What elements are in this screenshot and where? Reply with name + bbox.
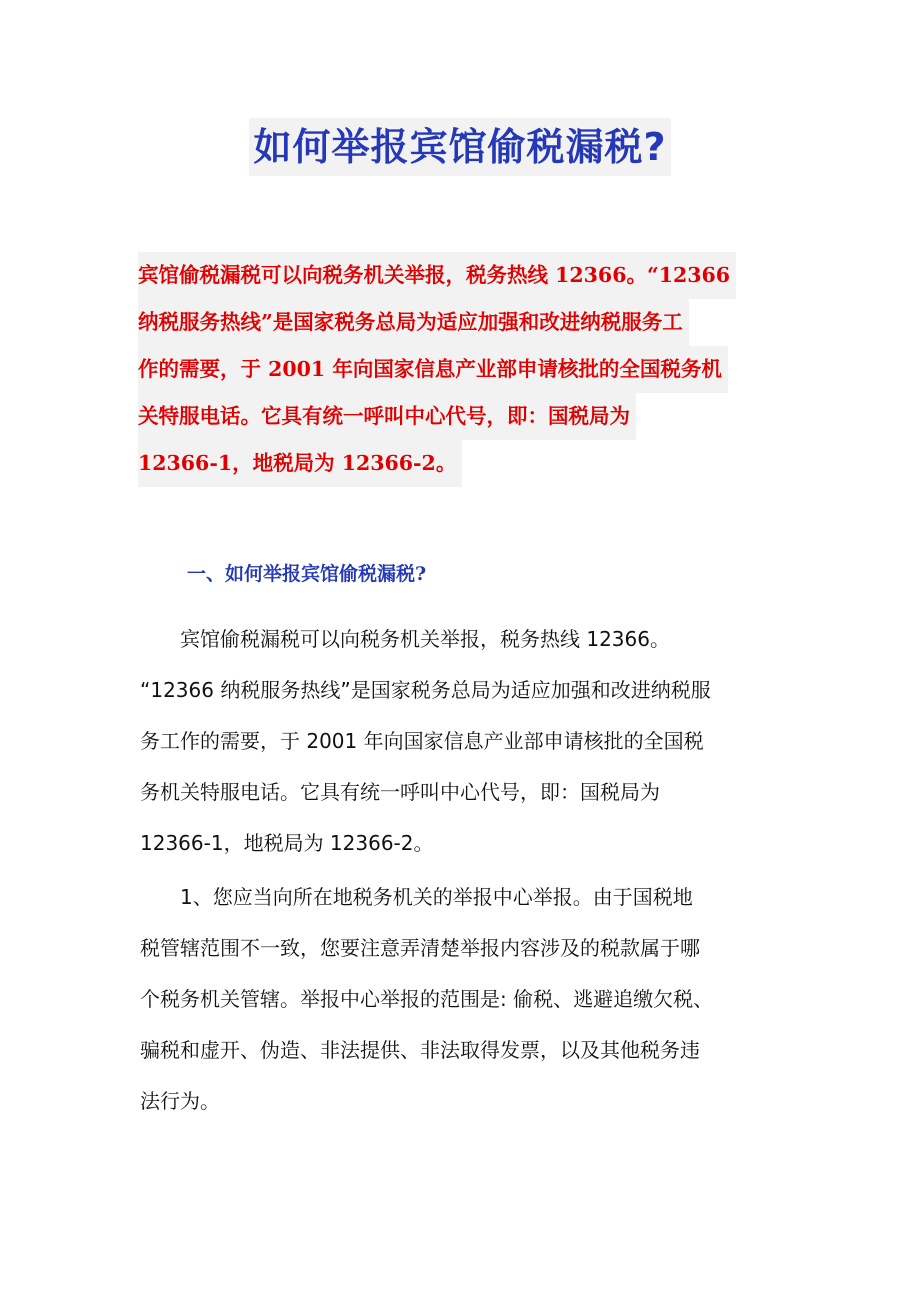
page-title: 如何举报宾馆偷税漏税? [249,118,670,176]
summary-line: 作的需要，于 2001 年向国家信息产业部申请核批的全国税务机 [138,346,728,393]
summary-line: 12366-1，地税局为 12366-2。 [138,440,462,487]
paragraph-line: 12366-1，地税局为 12366-2。 [140,831,434,855]
summary-line: 宾馆偷税漏税可以向税务机关举报，税务热线 12366。“12366 [138,252,736,299]
paragraph-line: 务工作的需要，于 2001 年向国家信息产业部申请核批的全国税 [140,729,704,753]
paragraph-line: 法行为。 [140,1089,220,1113]
paragraph-1 [140,614,790,869]
paragraph-line: 宾馆偷税漏税可以向税务机关举报，税务热线 12366。 [140,627,670,651]
paragraph-line: 税管辖范围不一致，您要注意弄清楚举报内容涉及的税款属于哪 [140,936,700,960]
paragraph-line: 务机关特服电话。它具有统一呼叫中心代号，即：国税局为 [140,780,660,804]
summary-block [138,252,788,487]
paragraph-line: “12366 纳税服务热线”是国家税务总局为适应加强和改进纳税服 [140,678,711,702]
paragraph-2 [140,872,790,1127]
title-container [0,118,920,176]
summary-line: 纳税服务热线”是国家税务总局为适应加强和改进纳税服务工 [138,299,689,346]
paragraph-line: 个税务机关管辖。举报中心举报的范围是: 偷税、逃避追缴欠税、 [140,987,714,1011]
summary-line: 关特服电话。它具有统一呼叫中心代号，即：国税局为 [138,393,636,440]
paragraph-line: 骗税和虚开、伪造、非法提供、非法取得发票，以及其他税务违 [140,1038,700,1062]
paragraph-line: 1、您应当向所在地税务机关的举报中心举报。由于国税地 [140,885,693,909]
section-heading: 一、如何举报宾馆偷税漏税? [187,563,427,585]
